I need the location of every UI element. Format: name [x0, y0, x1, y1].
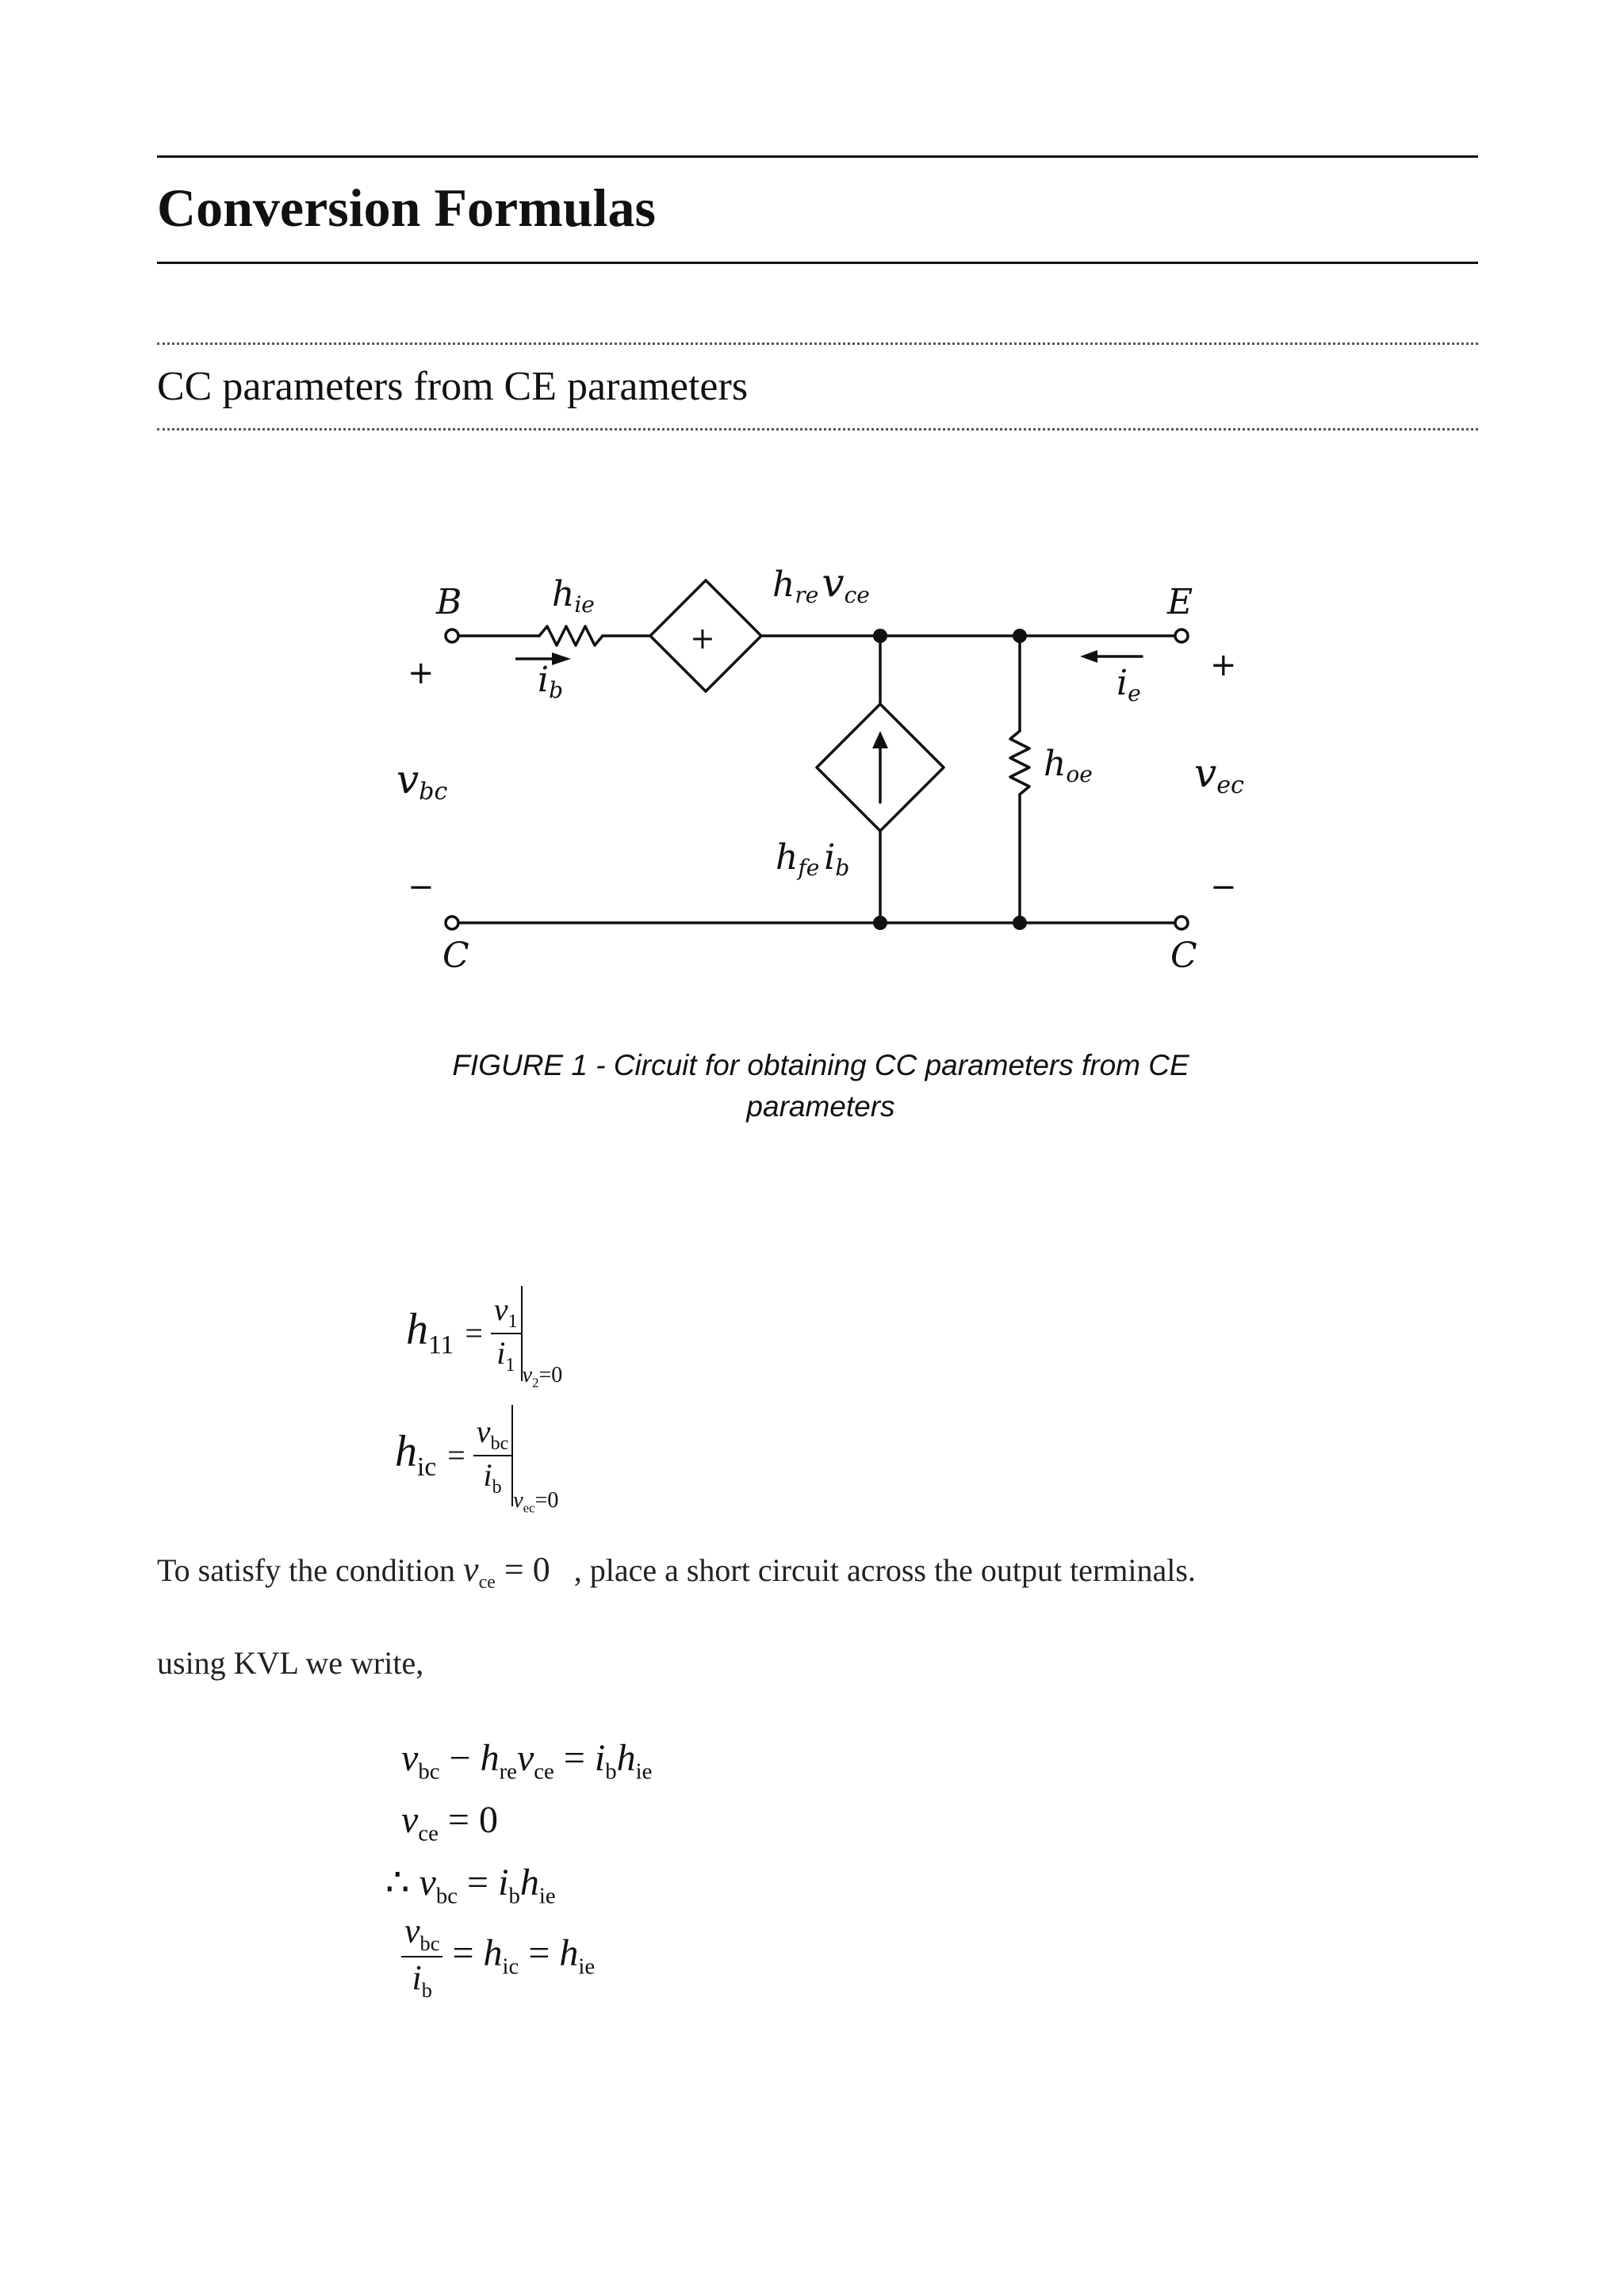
- label-ie: ie: [1116, 663, 1141, 706]
- junction-bottom-2: [1013, 916, 1027, 930]
- label-b: B: [436, 582, 462, 622]
- title-rule-top: [157, 155, 1478, 158]
- terminal-b: [446, 629, 458, 642]
- junction-bottom-1: [873, 916, 887, 930]
- paragraph-condition: To satisfy the condition $v_{ce} = 0$ , place a short circuit across the output terminals.: [157, 1550, 1196, 1593]
- equation-h11: $h_{11}$ = $\frac{v_1}{i_1}$ $_{v_2=0}$: [406, 1286, 562, 1391]
- ie-arrow-head: [1080, 650, 1097, 663]
- terminal-c-right: [1175, 916, 1188, 929]
- resistor-hoe: [1010, 731, 1029, 794]
- label-hie: hie: [552, 574, 595, 618]
- label-hre-vce: hrevce: [772, 560, 870, 608]
- right-plus-sign: +: [1210, 647, 1237, 683]
- resistor-hie: [539, 626, 603, 645]
- left-minus-sign: −: [408, 869, 435, 905]
- terminal-e: [1175, 629, 1188, 642]
- label-vbc: vbc: [396, 756, 448, 806]
- left-plus-sign: +: [408, 655, 435, 691]
- kvl-line-1: $v_{bc} - h_{re}v_{ce} = i_bh_{ie}$: [401, 1737, 653, 1785]
- circuit-diagram: [396, 555, 1269, 999]
- label-c-left: C: [442, 936, 469, 976]
- label-e: E: [1167, 582, 1193, 622]
- kvl-line-3: ∴ $v_{bc} = i_bh_{ie}$: [385, 1862, 556, 1909]
- title-rule-bottom: [157, 262, 1478, 264]
- kvl-line-2: $v_{ce} = 0$: [401, 1799, 498, 1846]
- label-hoe: hoe: [1044, 744, 1093, 787]
- kvl-line-4: $\frac{v_{bc}}{i_b}$ = $h_{ic} = h_{ie}$: [401, 1911, 595, 2003]
- subtitle-rule-top: [157, 342, 1478, 345]
- page-title: Conversion Formulas: [157, 178, 656, 238]
- label-vec: vec: [1194, 750, 1244, 799]
- right-minus-sign: −: [1210, 869, 1237, 905]
- label-ib: ib: [538, 660, 564, 703]
- label-hfe-ib: hfe ib: [776, 837, 850, 881]
- junction-top-1: [873, 629, 887, 643]
- paragraph-kvl: using KVL we write,: [157, 1645, 424, 1681]
- current-source-arrow-head: [872, 731, 888, 748]
- source-plus-sign: +: [690, 621, 715, 656]
- terminal-c-left: [446, 916, 458, 929]
- figure-caption: FIGURE 1 - Circuit for obtaining CC parameters from CE parameters: [452, 1049, 1189, 1123]
- section-subtitle: CC parameters from CE parameters: [157, 364, 749, 409]
- label-c-right: C: [1170, 936, 1197, 976]
- subtitle-rule-bottom: [157, 428, 1478, 430]
- equation-hic: $h_{ic}$ = $\frac{v_{bc}}{i_b}$ $_{v_{ec}=0}$: [395, 1405, 558, 1516]
- junction-top-2: [1013, 629, 1027, 643]
